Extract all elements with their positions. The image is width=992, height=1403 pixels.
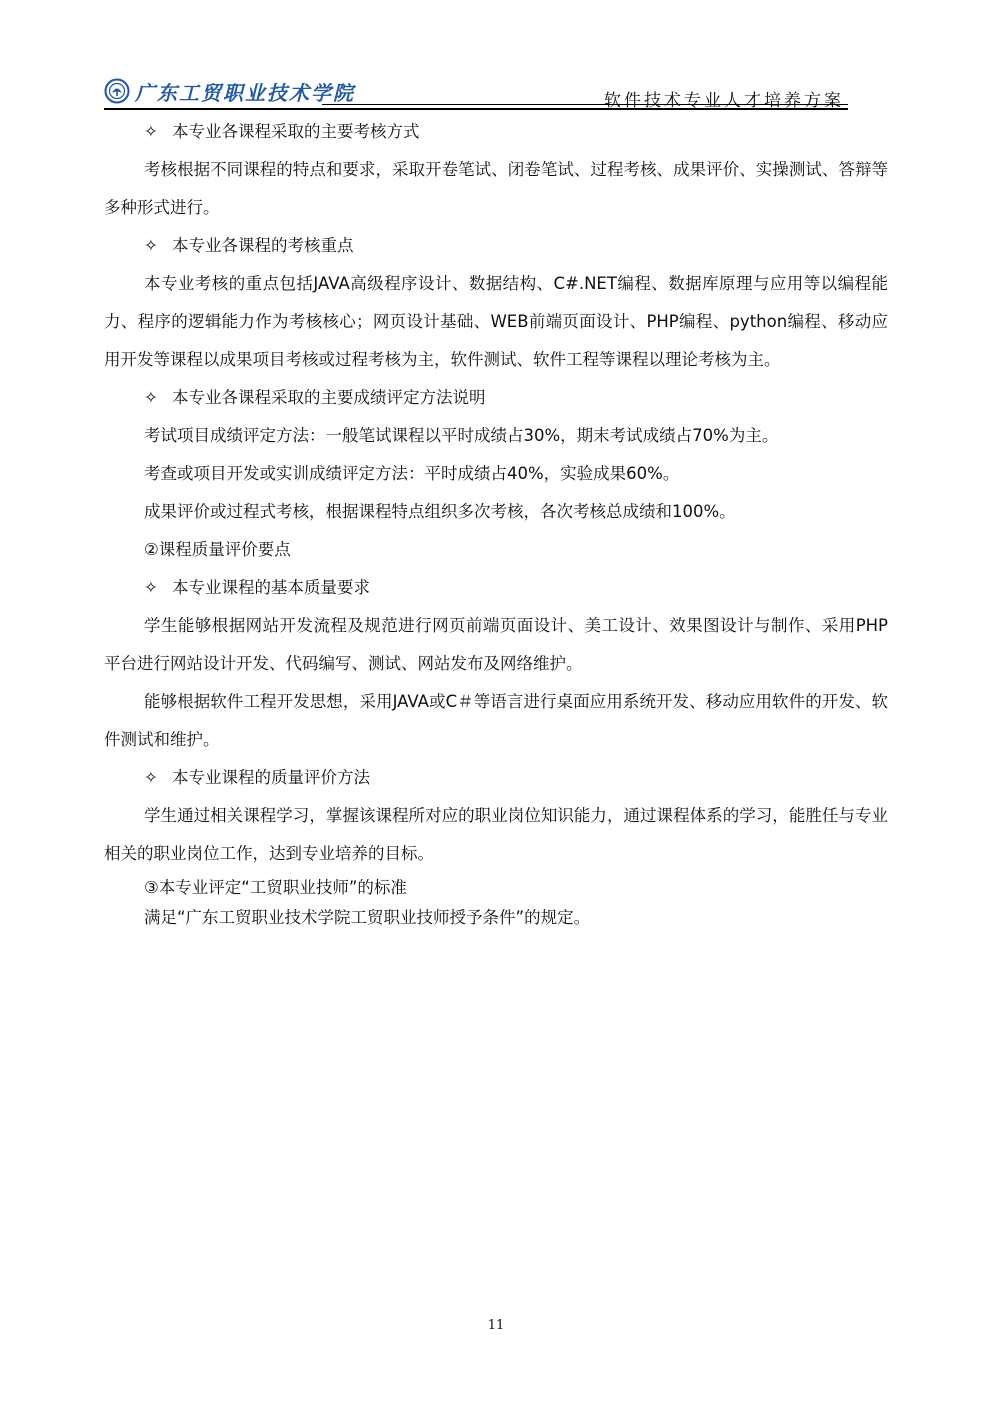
diamond-bullet-icon: ✧: [144, 768, 158, 787]
school-seal-icon: [104, 78, 130, 104]
paragraph: 考核根据不同课程的特点和要求，采取开卷笔试、闭卷笔试、过程考核、成果评价、实操测试、答辩等多种形式进行。: [104, 160, 888, 217]
school-name: 广东工贸职业技术学院: [135, 80, 355, 105]
header-rule-thin: [322, 104, 848, 105]
paragraph: 本专业考核的重点包括JAVA高级程序设计、数据结构、C#.NET编程、数据库原理与应用等以编程能力、程序的逻辑能力作为考核核心；网页设计基础、WEB前端页面设计、PHP编程、python编程、移动应用开发等课程以成果项目考核或过程考核为主，软件测试、软件工程等课程以理论考核为主。: [104, 274, 888, 369]
school-logo: [104, 76, 355, 106]
document-body: [104, 113, 888, 933]
document-title: 软件技术专业人才培养方案: [604, 91, 844, 111]
paragraph: 考试项目成绩评定方法：一般笔试课程以平时成绩占30%，期末考试成绩占70%为主。: [144, 426, 779, 445]
diamond-bullet-icon: ✧: [144, 578, 158, 597]
diamond-bullet-icon: ✧: [144, 388, 158, 407]
paragraph: 能够根据软件工程开发思想，采用JAVA或C＃等语言进行桌面应用系统开发、移动应用软件的开发、软件测试和维护。: [104, 692, 888, 749]
diamond-bullet-icon: ✧: [144, 236, 158, 255]
paragraph: 成果评价或过程式考核，根据课程特点组织多次考核，各次考核总成绩和100%。: [144, 502, 736, 521]
subsection-heading: ③本专业评定“工贸职业技师”的标准: [144, 878, 407, 897]
paragraph: 学生能够根据网站开发流程及规范进行网页前端页面设计、美工设计、效果图设计与制作、采用PHP 平台进行网站设计开发、代码编写、测试、网站发布及网络维护。: [104, 616, 888, 673]
section-heading: ✧ 本专业各课程采取的主要考核方式: [104, 113, 888, 151]
section-heading: ✧ 本专业课程的质量评价方法: [104, 759, 888, 797]
paragraph: 考查或项目开发或实训成绩评定方法：平时成绩占40%，实验成果60%。: [144, 464, 680, 483]
section-heading: ✧ 本专业各课程的考核重点: [104, 227, 888, 265]
subsection-heading: ②课程质量评价要点: [144, 540, 291, 559]
page-number: 11: [487, 1318, 505, 1333]
paragraph: 学生通过相关课程学习，掌握该课程所对应的职业岗位知识能力，通过课程体系的学习，能胜任与专业相关的职业岗位工作，达到专业培养的目标。: [104, 806, 888, 863]
paragraph: 满足“广东工贸职业技术学院工贸职业技师授予条件”的规定。: [144, 908, 591, 927]
section-heading: ✧ 本专业各课程采取的主要成绩评定方法说明: [104, 379, 888, 417]
page-header: [104, 74, 848, 110]
header-rule-thick: [104, 108, 848, 110]
diamond-bullet-icon: ✧: [144, 122, 158, 141]
section-heading: ✧ 本专业课程的基本质量要求: [104, 569, 888, 607]
